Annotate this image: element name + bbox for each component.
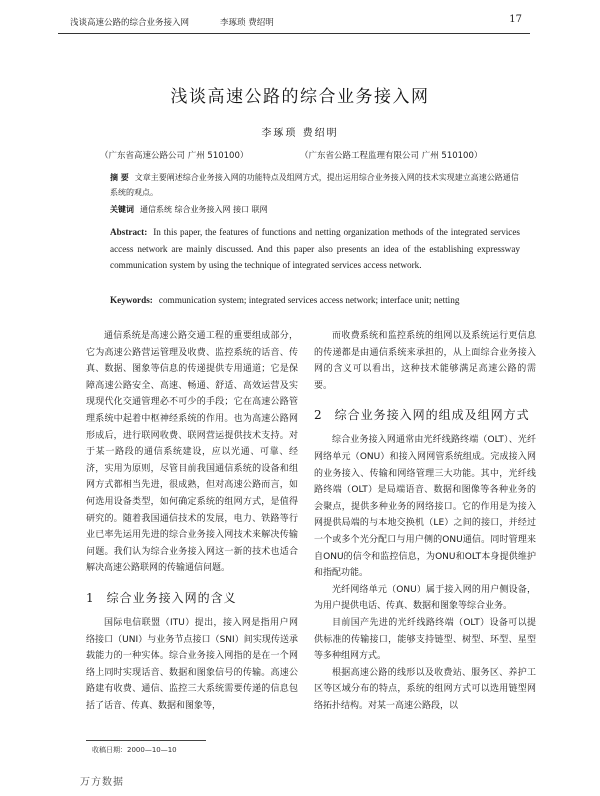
section-2-paragraph-4: 根据高速公路的线形以及收费站、服务区、养护工区等区域分布的特点，系统的组网方式可以选用链型网络拓扑结构。对某一高速公路段，以 bbox=[314, 667, 536, 711]
section-2-paragraph-2: 光纤网络单元（ONU）属于接入网的用户侧设备，为用户提供电话、传真、数据和图象等综合业务。 bbox=[314, 584, 536, 612]
header-rule bbox=[58, 33, 530, 34]
paper-title: 浅谈高速公路的综合业务接入网 bbox=[170, 87, 430, 107]
running-header-title: 浅谈高速公路的综合业务接入网 bbox=[70, 18, 190, 28]
abstract-cn-text: 文章主要阐述综合业务接入网的功能特点及组网方式，提出运用综合业务接入网的技术实现建立高速公路通信系统的观点。 bbox=[110, 173, 519, 197]
section-1-heading bbox=[86, 589, 298, 607]
section-2-paragraph-1: 综合业务接入网通常由光纤线路终端（OLT）、光纤网络单元（ONU）和接入网网管系统组成。完成接入网的业务接入、传输和网络管理三大功能。其中，光纤线路终端（OLT）是局端语音、数据和图像等各种业务的会聚点，提供多种业务的网络接口。它的作用是为接入网提供局端的与本地交换机（LE）之间的接口，并经过一个或多个光分配口与用户侧的ONU通信。同时管理来自ONU的信令和监控信息，为ONU和OLT本身提供维护和指配功能。 bbox=[314, 435, 536, 579]
paper-authors: 李琢琐 费绍明 bbox=[261, 128, 339, 139]
abstract-en bbox=[110, 224, 520, 274]
affiliation-2: （广东省公路工程监理有限公司 广州 510100） bbox=[300, 151, 483, 161]
section-1-paragraph: 国际电信联盟（ITU）提出，接入网是指用户网络接口（UNI）与业务节点接口（SNI）间实现传送承载能力的一种实体。综合业务接入网指的是在一个网络上同时实现话音、数据和图象信号的传输。高速公路建有收费、通信、监控三大系统需要传递的信息包括了话音、传真、数据和图象等， bbox=[86, 617, 298, 711]
body-column-left bbox=[86, 328, 298, 714]
keywords-cn-label: 关键词 bbox=[110, 205, 134, 214]
keywords-en-text: communication system; integrated services access network; interface unit; netting bbox=[158, 295, 460, 305]
section-1-title: 综合业务接入网的含义 bbox=[106, 590, 237, 605]
section-2-paragraph-3: 目前国产先进的光纤线路终端（OLT）设备可以提供标准的传输接口，能够支持链型、树型、环型、星型等多种组网方式。 bbox=[314, 617, 536, 662]
keywords-en bbox=[110, 292, 520, 309]
abstract-en-text: In this paper, the features of functions and netting organization methods of the integrated services access network are mainly discussed. And this paper also presents an idea of the establishing expressway communication system by using the technique of integrated services access network. bbox=[110, 227, 520, 271]
section-2-title: 综合业务接入网的组成及组网方式 bbox=[334, 408, 530, 423]
keywords-cn bbox=[110, 204, 520, 215]
footnote-rule bbox=[86, 740, 206, 741]
affiliation-1: （广东省高速公路公司 广州 510100） bbox=[100, 151, 249, 161]
abstract-cn-label: 摘 要 bbox=[110, 173, 129, 182]
page-number: 17 bbox=[509, 14, 522, 25]
section-2-number: 2 bbox=[314, 408, 323, 423]
section-2-heading bbox=[314, 406, 536, 424]
abstract-cn bbox=[110, 170, 520, 200]
keywords-cn-text: 通信系统 综合业务接入网 接口 联网 bbox=[140, 205, 268, 214]
column-2-paragraph: 而收费系统和监控系统的组网以及系统运行更信息的传递都是由通信系统来承担的，从上面综合业务接入网的含义可以看出，这种技术能够满足高速公路的需要。 bbox=[314, 331, 536, 391]
intro-paragraph: 通信系统是高速公路交通工程的重要组成部分，它为高速公路营运管理及收费、监控系统的话音、传真、数据、图象等信息的传递提供专用通道；它是保障高速公路安全、高速、畅通、舒适、高效运营及实现现代化交通管理必不可少的手段；它在高速公路管理系统中起着中枢神经系统的作用。也为高速公路网形成后，进行联网收费、联网营运提供技术支持。对于某一路段的通信系统建设，应以光通、可靠、经济，实用为原则，尽管目前我国通信系统的设备和组网方式都相当先进，很成熟，但对高速公路而言，如何选用设备类型，如何确定系统的组网方式，是值得研究的。随着我国通信技术的发展，电力、铁路等行业已率先运用先进的综合业务接入网技术来解决传输问题。我们认为综合业务接入网这一新的技术也适合解决高速公路联网的传输通信问题。 bbox=[86, 331, 298, 574]
running-header bbox=[70, 14, 522, 32]
body-column-right bbox=[314, 328, 536, 714]
watermark: 万方数据 bbox=[80, 777, 124, 788]
running-header-authors: 李琢琐 费绍明 bbox=[220, 18, 274, 28]
keywords-en-label: Keywords: bbox=[110, 295, 153, 305]
footnote-received-date: 收稿日期：2000—10—10 bbox=[92, 746, 177, 754]
section-1-number: 1 bbox=[86, 590, 95, 605]
abstract-en-label: Abstract: bbox=[110, 227, 148, 237]
